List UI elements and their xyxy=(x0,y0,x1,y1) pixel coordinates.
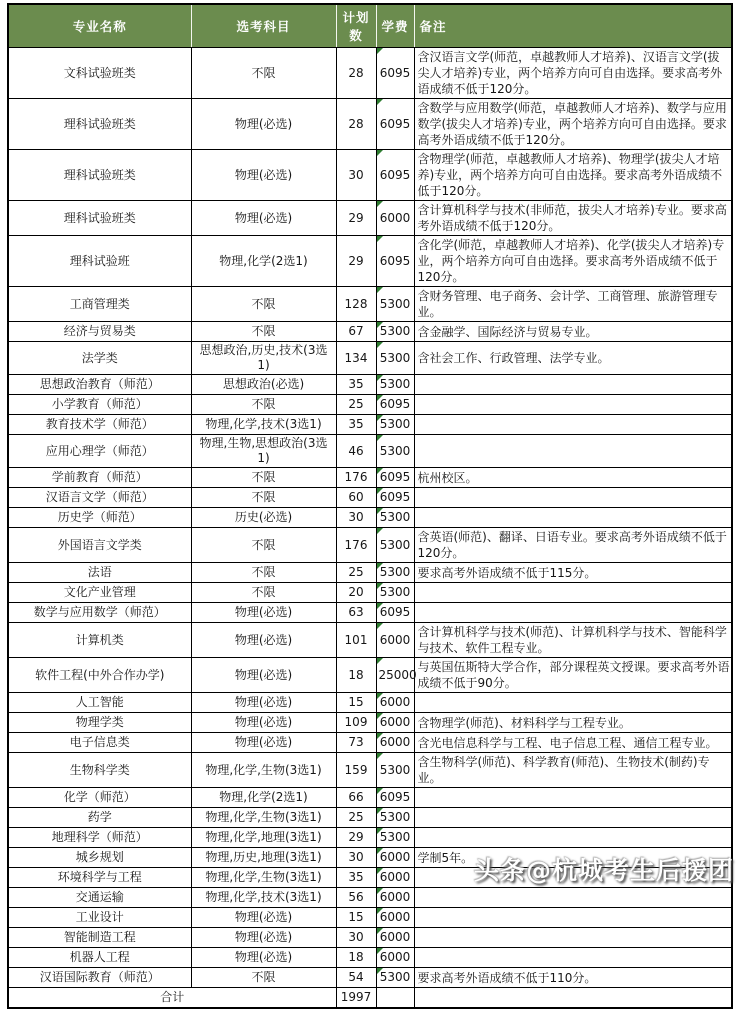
plan-cell: 25 xyxy=(336,808,376,828)
note-cell: 含生物科学(师范)、科学教育(师范)、生物技术(制药)专业。 xyxy=(414,753,732,788)
table-row xyxy=(8,236,732,287)
fee-cell xyxy=(376,658,417,693)
plan-cell: 15 xyxy=(336,693,376,713)
table-row xyxy=(8,603,732,623)
plan-cell: 29 xyxy=(336,201,376,236)
admission-plan-table xyxy=(7,3,733,1009)
note-cell xyxy=(414,888,732,908)
table-row xyxy=(8,322,732,342)
table-row xyxy=(8,788,732,808)
note-cell xyxy=(414,868,732,888)
major-cell: 文科试验班类 xyxy=(8,48,191,99)
col-header-subjects: 选考科目 xyxy=(191,4,336,48)
table-row xyxy=(8,48,732,99)
plan-cell: 20 xyxy=(336,583,376,603)
fee-cell xyxy=(376,828,414,848)
major-cell: 药学 xyxy=(8,808,191,828)
plan-cell: 18 xyxy=(336,948,376,968)
plan-cell: 25 xyxy=(336,395,376,415)
fee-flag-triangle-icon xyxy=(377,713,383,719)
major-cell: 理科试验班类 xyxy=(8,99,191,150)
note-cell: 要求高考外语成绩不低于115分。 xyxy=(414,563,732,583)
table-row xyxy=(8,415,732,435)
plan-cell: 29 xyxy=(336,236,376,287)
fee-cell xyxy=(376,528,414,563)
subjects-cell: 物理(必选) xyxy=(191,733,336,753)
fee-value: 6095 xyxy=(379,253,411,268)
subjects-cell: 物理,化学,生物(3选1) xyxy=(191,753,336,788)
subjects-cell: 不限 xyxy=(191,563,336,583)
fee-cell xyxy=(376,201,414,236)
plan-cell: 30 xyxy=(336,928,376,948)
major-cell: 法学类 xyxy=(8,342,191,375)
fee-flag-triangle-icon xyxy=(377,808,383,814)
plan-cell: 128 xyxy=(336,287,376,322)
plan-cell: 46 xyxy=(336,435,376,468)
fee-flag-triangle-icon xyxy=(377,623,383,629)
note-cell: 含金融学、国际经济与贸易专业。 xyxy=(414,322,732,342)
fee-value: 5300 xyxy=(379,350,411,365)
note-cell: 含英语(师范)、翻译、日语专业。要求高考外语成绩不低于120分。 xyxy=(414,528,732,563)
subjects-cell: 物理,化学,生物(3选1) xyxy=(191,868,336,888)
fee-value: 6000 xyxy=(379,632,411,647)
subjects-cell: 物理(必选) xyxy=(191,150,336,201)
fee-flag-triangle-icon xyxy=(377,150,383,156)
watermark: 头条@杭城考生后援团 xyxy=(473,856,734,885)
major-cell: 小学教育（师范） xyxy=(8,395,191,415)
fee-flag-triangle-icon xyxy=(377,868,383,874)
table-row xyxy=(8,201,732,236)
fee-flag-triangle-icon xyxy=(377,948,383,954)
fee-flag-triangle-icon xyxy=(377,287,383,293)
table-row xyxy=(8,583,732,603)
table-row xyxy=(8,150,732,201)
table-row xyxy=(8,99,732,150)
plan-cell: 73 xyxy=(336,733,376,753)
major-cell: 机器人工程 xyxy=(8,948,191,968)
fee-flag-triangle-icon xyxy=(377,693,383,699)
subjects-cell: 物理(必选) xyxy=(191,908,336,928)
major-cell: 法语 xyxy=(8,563,191,583)
fee-cell xyxy=(376,415,414,435)
col-header-plan: 计划数 xyxy=(336,4,376,48)
table-row xyxy=(8,868,732,888)
fee-cell xyxy=(376,928,414,948)
fee-value: 5300 xyxy=(379,565,411,579)
subjects-cell: 不限 xyxy=(191,528,336,563)
note-cell xyxy=(414,828,732,848)
plan-cell: 159 xyxy=(336,753,376,788)
fee-flag-triangle-icon xyxy=(377,201,383,207)
fee-value: 6000 xyxy=(379,950,411,964)
plan-cell: 30 xyxy=(336,508,376,528)
fee-value: 6095 xyxy=(379,605,411,619)
subjects-cell: 不限 xyxy=(191,583,336,603)
major-cell: 经济与贸易类 xyxy=(8,322,191,342)
table-body xyxy=(8,48,732,988)
fee-flag-triangle-icon xyxy=(377,968,383,974)
plan-cell: 60 xyxy=(336,488,376,508)
subjects-cell: 思想政治,历史,技术(3选1) xyxy=(191,342,336,375)
plan-cell: 30 xyxy=(336,150,376,201)
fee-flag-triangle-icon xyxy=(377,908,383,914)
plan-cell: 101 xyxy=(336,623,376,658)
fee-value: 5300 xyxy=(379,970,411,984)
table-row xyxy=(8,342,732,375)
note-cell xyxy=(414,808,732,828)
table-row xyxy=(8,508,732,528)
fee-value: 6000 xyxy=(379,930,411,944)
subjects-cell: 物理(必选) xyxy=(191,658,336,693)
fee-cell xyxy=(376,435,414,468)
fee-flag-triangle-icon xyxy=(377,415,383,421)
fee-value: 5300 xyxy=(379,417,411,431)
fee-cell xyxy=(376,888,414,908)
plan-cell: 25 xyxy=(336,563,376,583)
col-header-note: 备注 xyxy=(414,4,732,48)
fee-cell xyxy=(376,848,414,868)
fee-flag-triangle-icon xyxy=(377,828,383,834)
table-row xyxy=(8,713,732,733)
subjects-cell: 物理(必选) xyxy=(191,693,336,713)
plan-cell: 134 xyxy=(336,342,376,375)
subjects-cell: 不限 xyxy=(191,48,336,99)
major-cell: 数学与应用数学（师范） xyxy=(8,603,191,623)
note-cell: 含计算机科学与技术(非师范，拔尖人才培养)专业。要求高考外语成绩不低于120分。 xyxy=(414,201,732,236)
fee-cell xyxy=(376,236,414,287)
plan-cell: 67 xyxy=(336,322,376,342)
major-cell: 汉语国际教育（师范） xyxy=(8,968,191,988)
fee-flag-triangle-icon xyxy=(377,236,383,242)
note-cell: 含社会工作、行政管理、法学专业。 xyxy=(414,342,732,375)
subjects-cell: 物理,化学,生物(3选1) xyxy=(191,808,336,828)
subjects-cell: 物理,生物,思想政治(3选1) xyxy=(191,435,336,468)
subjects-cell: 不限 xyxy=(191,968,336,988)
plan-cell: 28 xyxy=(336,48,376,99)
major-cell: 思想政治教育（师范） xyxy=(8,375,191,395)
note-cell xyxy=(414,435,732,468)
table-row xyxy=(8,888,732,908)
fee-value: 6000 xyxy=(379,850,411,864)
major-cell: 理科试验班类 xyxy=(8,150,191,201)
fee-flag-triangle-icon xyxy=(377,435,383,441)
plan-cell: 109 xyxy=(336,713,376,733)
plan-cell: 56 xyxy=(336,888,376,908)
subjects-cell: 物理(必选) xyxy=(191,623,336,658)
fee-value: 6095 xyxy=(379,167,411,182)
note-cell: 要求高考外语成绩不低于110分。 xyxy=(414,968,732,988)
note-cell xyxy=(414,693,732,713)
fee-value: 6095 xyxy=(379,116,411,131)
fee-value: 5300 xyxy=(379,377,411,391)
table-row xyxy=(8,693,732,713)
note-cell xyxy=(414,583,732,603)
table-row xyxy=(8,658,732,693)
plan-cell: 35 xyxy=(336,415,376,435)
fee-cell xyxy=(376,603,414,623)
fee-value: 5300 xyxy=(379,537,411,552)
major-cell: 教育技术学（师范） xyxy=(8,415,191,435)
note-cell xyxy=(414,508,732,528)
table-row xyxy=(8,733,732,753)
plan-cell: 35 xyxy=(336,375,376,395)
fee-flag-triangle-icon xyxy=(377,888,383,894)
note-cell xyxy=(414,788,732,808)
table-row xyxy=(8,468,732,488)
major-cell: 应用心理学（师范） xyxy=(8,435,191,468)
note-cell: 含数学与应用数学(师范，卓越教师人才培养)、数学与应用数学(拔尖人才培养)专业，两个培养方向可自由选择。要求高考外语成绩不低于120分。 xyxy=(414,99,732,150)
fee-flag-triangle-icon xyxy=(377,753,383,759)
total-row xyxy=(8,988,732,1009)
major-cell: 交通运输 xyxy=(8,888,191,908)
fee-value: 5300 xyxy=(379,762,411,777)
fee-cell xyxy=(376,488,414,508)
subjects-cell: 物理,化学(2选1) xyxy=(191,788,336,808)
note-cell: 含物理学(师范，卓越教师人才培养)、物理学(拔尖人才培养)专业，两个培养方向可自由选择。要求高考外语成绩不低于120分。 xyxy=(414,150,732,201)
fee-cell xyxy=(376,395,414,415)
fee-flag-triangle-icon xyxy=(377,658,383,664)
note-cell: 含计算机科学与技术(师范)、计算机科学与技术、智能科学与技术、软件工程专业。 xyxy=(414,623,732,658)
table-row xyxy=(8,753,732,788)
table-header xyxy=(8,4,732,48)
fee-cell xyxy=(376,693,414,713)
total-plan-cell: 1997 xyxy=(336,988,376,1009)
fee-value: 6095 xyxy=(379,65,411,80)
subjects-cell: 物理,化学,地理(3选1) xyxy=(191,828,336,848)
fee-value: 6000 xyxy=(379,735,411,749)
note-cell: 含汉语言文学(师范，卓越教师人才培养)、汉语言文学(拔尖人才培养)专业，两个培养方向可自由选择。要求高考外语成绩不低于120分。 xyxy=(414,48,732,99)
table-row xyxy=(8,287,732,322)
total-label-cell: 合计 xyxy=(8,988,336,1009)
table-row xyxy=(8,848,732,868)
plan-cell: 15 xyxy=(336,908,376,928)
table-row xyxy=(8,808,732,828)
fee-flag-triangle-icon xyxy=(377,733,383,739)
note-cell xyxy=(414,948,732,968)
note-cell: 含财务管理、电子商务、会计学、工商管理、旅游管理专业。 xyxy=(414,287,732,322)
subjects-cell: 物理(必选) xyxy=(191,603,336,623)
subjects-cell: 物理,历史,地理(3选1) xyxy=(191,848,336,868)
fee-cell xyxy=(376,48,414,99)
major-cell: 计算机类 xyxy=(8,623,191,658)
col-header-major: 专业名称 xyxy=(8,4,191,48)
major-cell: 城乡规划 xyxy=(8,848,191,868)
major-cell: 生物科学类 xyxy=(8,753,191,788)
fee-cell xyxy=(376,623,414,658)
fee-flag-triangle-icon xyxy=(377,395,383,401)
fee-flag-triangle-icon xyxy=(377,583,383,589)
fee-flag-triangle-icon xyxy=(377,528,383,534)
subjects-cell: 不限 xyxy=(191,488,336,508)
fee-flag-triangle-icon xyxy=(377,928,383,934)
fee-flag-triangle-icon xyxy=(377,508,383,514)
note-cell xyxy=(414,375,732,395)
major-cell: 人工智能 xyxy=(8,693,191,713)
subjects-cell: 不限 xyxy=(191,287,336,322)
fee-cell xyxy=(376,287,414,322)
table-row xyxy=(8,395,732,415)
fee-flag-triangle-icon xyxy=(377,322,383,328)
fee-cell xyxy=(376,753,414,788)
fee-cell xyxy=(376,713,414,733)
fee-cell xyxy=(376,583,414,603)
major-cell: 学前教育（师范） xyxy=(8,468,191,488)
fee-value: 5300 xyxy=(379,830,411,844)
plan-cell: 18 xyxy=(336,658,376,693)
major-cell: 软件工程(中外合作办学) xyxy=(8,658,191,693)
subjects-cell: 不限 xyxy=(191,468,336,488)
table-row xyxy=(8,623,732,658)
fee-flag-triangle-icon xyxy=(377,468,383,474)
note-cell: 含光电信息科学与工程、电子信息工程、通信工程专业。 xyxy=(414,733,732,753)
fee-cell xyxy=(376,150,414,201)
subjects-cell: 物理(必选) xyxy=(191,948,336,968)
fee-value: 5300 xyxy=(379,810,411,824)
fee-cell xyxy=(376,375,414,395)
subjects-cell: 思想政治(必选) xyxy=(191,375,336,395)
plan-cell: 30 xyxy=(336,848,376,868)
fee-value: 6000 xyxy=(379,910,411,924)
fee-cell xyxy=(376,908,414,928)
fee-value: 5300 xyxy=(379,510,411,524)
note-cell xyxy=(414,603,732,623)
subjects-cell: 物理(必选) xyxy=(191,99,336,150)
note-cell: 与英国伍斯特大学合作，部分课程英文授课。要求高考外语成绩不低于90分。 xyxy=(414,658,732,693)
subjects-cell: 物理,化学,技术(3选1) xyxy=(191,888,336,908)
fee-flag-triangle-icon xyxy=(377,375,383,381)
table-row xyxy=(8,948,732,968)
table-footer xyxy=(8,988,732,1009)
plan-cell: 63 xyxy=(336,603,376,623)
note-cell xyxy=(414,395,732,415)
fee-cell xyxy=(376,322,414,342)
plan-cell: 35 xyxy=(336,868,376,888)
major-cell: 化学（师范） xyxy=(8,788,191,808)
major-cell: 智能制造工程 xyxy=(8,928,191,948)
fee-value: 6000 xyxy=(379,890,411,904)
subjects-cell: 物理,化学,技术(3选1) xyxy=(191,415,336,435)
fee-cell xyxy=(376,948,414,968)
fee-flag-triangle-icon xyxy=(377,488,383,494)
subjects-cell: 物理(必选) xyxy=(191,713,336,733)
fee-cell xyxy=(376,788,414,808)
note-cell xyxy=(414,928,732,948)
fee-value: 6000 xyxy=(379,210,411,225)
subjects-cell: 物理,化学(2选1) xyxy=(191,236,336,287)
note-cell: 学制5年。 xyxy=(414,848,732,868)
fee-cell xyxy=(376,342,414,375)
note-cell xyxy=(414,908,732,928)
fee-value: 6095 xyxy=(379,490,411,504)
plan-cell: 66 xyxy=(336,788,376,808)
major-cell: 历史学（师范） xyxy=(8,508,191,528)
total-note-cell xyxy=(414,988,732,1009)
table-row xyxy=(8,528,732,563)
fee-cell xyxy=(376,868,414,888)
note-cell: 含化学(师范，卓越教师人才培养)、化学(拔尖人才培养)专业，两个培养方向可自由选择。要求高考外语成绩不低于120分。 xyxy=(414,236,732,287)
note-cell xyxy=(414,488,732,508)
fee-cell xyxy=(376,468,414,488)
fee-value: 6095 xyxy=(379,470,411,484)
major-cell: 物理学类 xyxy=(8,713,191,733)
fee-value: 6000 xyxy=(379,695,411,709)
note-cell: 杭州校区。 xyxy=(414,468,732,488)
fee-value: 5300 xyxy=(379,585,411,599)
subjects-cell: 物理(必选) xyxy=(191,201,336,236)
total-fee-cell xyxy=(376,988,414,1009)
major-cell: 文化产业管理 xyxy=(8,583,191,603)
table-row xyxy=(8,828,732,848)
fee-value: 6095 xyxy=(379,790,411,804)
plan-cell: 176 xyxy=(336,528,376,563)
major-cell: 汉语言文学（师范） xyxy=(8,488,191,508)
table-row xyxy=(8,563,732,583)
table-row xyxy=(8,928,732,948)
fee-flag-triangle-icon xyxy=(377,563,383,569)
subjects-cell: 物理(必选) xyxy=(191,928,336,948)
fee-cell xyxy=(376,968,414,988)
fee-flag-triangle-icon xyxy=(377,848,383,854)
note-cell xyxy=(414,415,732,435)
plan-cell: 29 xyxy=(336,828,376,848)
major-cell: 外国语言文学类 xyxy=(8,528,191,563)
table-row xyxy=(8,375,732,395)
major-cell: 理科试验班 xyxy=(8,236,191,287)
plan-cell: 176 xyxy=(336,468,376,488)
col-header-fee: 学费 xyxy=(376,4,414,48)
fee-cell xyxy=(376,563,414,583)
table-row xyxy=(8,488,732,508)
subjects-cell: 历史(必选) xyxy=(191,508,336,528)
fee-flag-triangle-icon xyxy=(377,342,383,348)
fee-value: 6000 xyxy=(379,870,411,884)
note-cell: 含物理学(师范)、材料科学与工程专业。 xyxy=(414,713,732,733)
fee-value: 5300 xyxy=(379,443,411,458)
major-cell: 环境科学与工程 xyxy=(8,868,191,888)
fee-cell xyxy=(376,808,414,828)
subjects-cell: 不限 xyxy=(191,322,336,342)
major-cell: 电子信息类 xyxy=(8,733,191,753)
subjects-cell: 不限 xyxy=(191,395,336,415)
major-cell: 工商管理类 xyxy=(8,287,191,322)
fee-flag-triangle-icon xyxy=(377,603,383,609)
fee-value: 5300 xyxy=(379,296,411,311)
fee-value: 6000 xyxy=(379,715,411,729)
fee-value: 5300 xyxy=(379,324,411,338)
table-row xyxy=(8,435,732,468)
fee-cell xyxy=(376,733,414,753)
fee-cell xyxy=(376,508,414,528)
fee-flag-triangle-icon xyxy=(377,788,383,794)
table-row xyxy=(8,968,732,988)
table-row xyxy=(8,908,732,928)
major-cell: 工业设计 xyxy=(8,908,191,928)
major-cell: 理科试验班类 xyxy=(8,201,191,236)
plan-cell: 28 xyxy=(336,99,376,150)
fee-flag-triangle-icon xyxy=(377,99,383,105)
major-cell: 地理科学（师范） xyxy=(8,828,191,848)
plan-cell: 54 xyxy=(336,968,376,988)
fee-value: 25000 xyxy=(378,667,417,682)
header-row xyxy=(8,4,732,48)
fee-flag-triangle-icon xyxy=(377,48,383,54)
fee-cell xyxy=(376,99,414,150)
fee-value: 6095 xyxy=(379,397,411,411)
